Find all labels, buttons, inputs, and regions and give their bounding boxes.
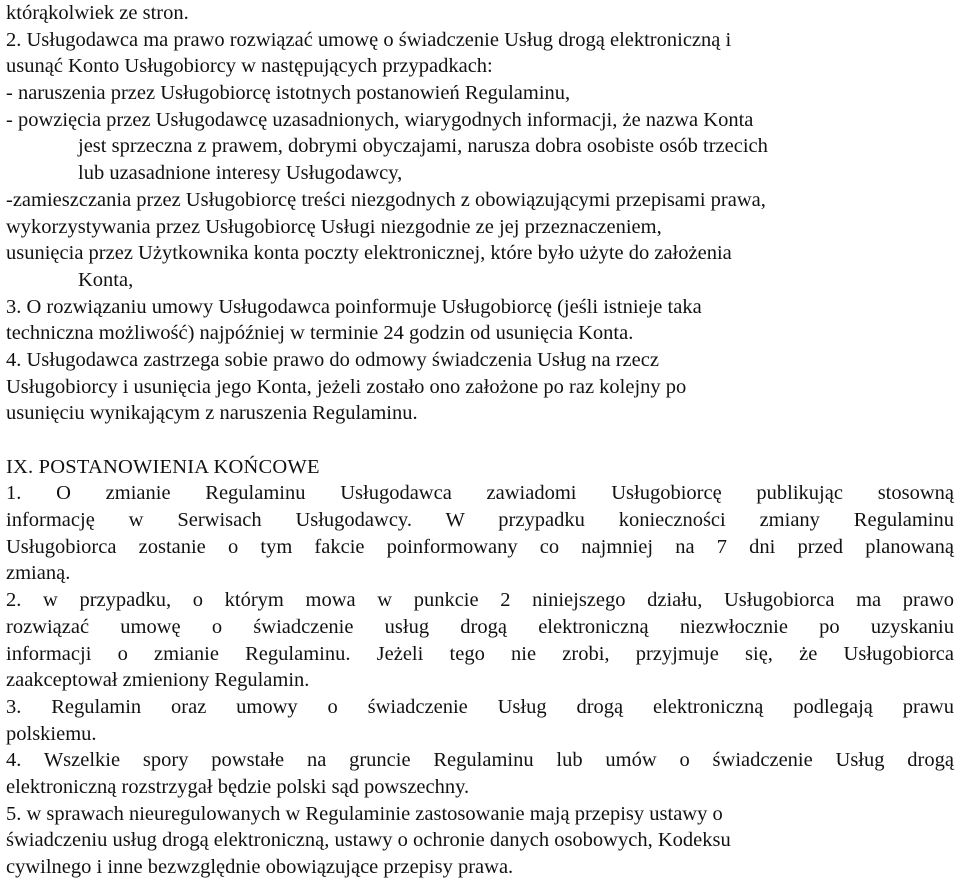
text-line: elektroniczną rozstrzygał będzie polski sąd powszechny. [6, 775, 470, 798]
text-line: usunięcia przez Użytkownika konta poczty elektronicznej, które było użyte do założenia [6, 242, 732, 265]
text-line: 4. Wszelkie spory powstałe na gruncie Regulaminu lub umów o świadczenie Usług drogą [6, 749, 954, 772]
text-line: wykorzystywania przez Usługobiorcę Usługi niezgodnie ze jej przeznaczeniem, [6, 215, 662, 238]
text-line: którąkolwiek ze stron. [6, 2, 189, 24]
text-line: informacji o zmianie Regulaminu. Jeżeli tego nie zrobi, przyjmuje się, że Usługobiorca [6, 642, 954, 665]
text-line: techniczna możliwość) najpóźniej w terminie 24 godzin od usunięcia Konta. [6, 322, 634, 345]
text-line: 1. O zmianie Regulaminu Usługodawca zawiadomi Usługobiorcę publikując stosowną [6, 482, 954, 505]
text-line: świadczeniu usług drogą elektroniczną, ustawy o ochronie danych osobowych, Kodeksu [6, 829, 731, 852]
text-line: 2. Usługodawca ma prawo rozwiązać umowę o świadczenie Usług drogą elektroniczną i [6, 28, 732, 51]
text-line: 3. O rozwiązaniu umowy Usługodawca poinformuje Usługobiorcę (jeśli istnieje taka [6, 295, 702, 318]
text-line: zaakceptował zmieniony Regulamin. [6, 669, 310, 692]
blank-line [6, 427, 954, 454]
text-line: 3. Regulamin oraz umowy o świadczenie Usług drogą elektroniczną podlegają prawu [6, 695, 954, 718]
text-line: lub uzasadnione interesy Usługodawcy, [78, 162, 403, 185]
text-line: - powzięcia przez Usługodawcę uzasadnionych, wiarygodnych informacji, że nazwa Konta [6, 108, 754, 131]
text-line: polskiemu. [6, 722, 97, 745]
section-heading: IX. POSTANOWIENIA KOŃCOWE [6, 455, 320, 478]
text-line: Usługobiorcy i usunięcia jego Konta, jeżeli zostało ono założone po raz kolejny po [6, 375, 687, 398]
text-line: cywilnego i inne bezwzględnie obowiązujące przepisy prawa. [6, 856, 514, 878]
text-line: jest sprzeczna z prawem, dobrymi obyczajami, narusza dobra osobiste osób trzecich [78, 135, 768, 158]
text-line: -zamieszczania przez Usługobiorcę treści niezgodnych z obowiązującymi przepisami prawa, [6, 188, 766, 211]
text-line: rozwiązać umowę o świadczenie usług drogą elektroniczną niezwłocznie po uzyskaniu [6, 615, 954, 638]
text-line: Konta, [78, 268, 134, 291]
text-line: usunięciu wynikającym z naruszenia Regulaminu. [6, 402, 418, 425]
text-line: informację w Serwisach Usługodawcy. W przypadku konieczności zmiany Regulaminu [6, 509, 954, 532]
text-line: 4. Usługodawca zastrzega sobie prawo do odmowy świadczenia Usług na rzecz [6, 348, 659, 371]
text-line: Usługobiorca zostanie o tym fakcie poinformowany co najmniej na 7 dni przed planowaną [6, 535, 954, 558]
text-line: 2. w przypadku, o którym mowa w punkcie 2 niniejszego działu, Usługobiorca ma prawo [6, 589, 954, 612]
text-line: - naruszenia przez Usługobiorcę istotnych postanowień Regulaminu, [6, 82, 571, 105]
text-line: zmianą. [6, 562, 71, 585]
text-line: usunąć Konto Usługobiorcy w następujących przypadkach: [6, 55, 493, 78]
text-line: 5. w sprawach nieuregulowanych w Regulaminie zastosowanie mają przepisy ustawy o [6, 802, 723, 825]
